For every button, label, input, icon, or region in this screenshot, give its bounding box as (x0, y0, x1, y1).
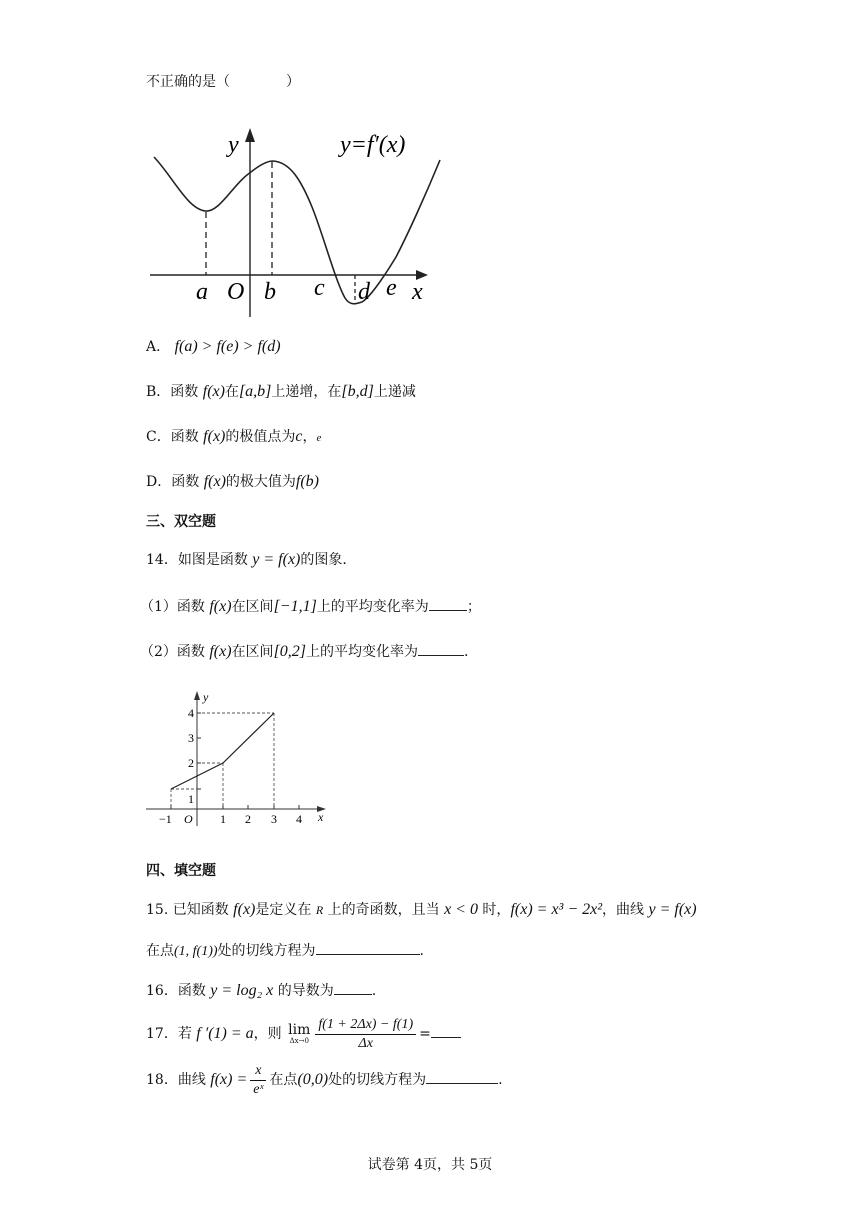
option-b: B．函数 f(x)在[a,b]上递增，在[b,d]上递减 (146, 383, 416, 400)
fig1-point-b: b (264, 279, 276, 305)
fig2-origin: O (184, 812, 193, 826)
answer-blank[interactable] (418, 641, 464, 656)
limit-operator: lim Δx→0 (288, 1021, 311, 1045)
q14-part2: （2）函数 f(x)在区间[0,2]上的平均变化率为 . (140, 643, 469, 660)
answer-blank[interactable] (316, 940, 420, 955)
fig2-y-tick: 2 (188, 756, 194, 770)
page-footer: 试卷第 4页，共 5页 (367, 1157, 493, 1173)
fig1-point-O: O (227, 279, 245, 305)
derivative-graph (148, 122, 448, 327)
fig1-function-label: y=f′(x) (340, 132, 406, 158)
fig1-point-e: e (386, 275, 397, 301)
fig1-point-c: c (314, 275, 325, 301)
answer-blank[interactable] (334, 980, 372, 995)
fig2-y-tick: 3 (188, 731, 194, 745)
answer-blank[interactable] (429, 596, 467, 611)
q14-part1: （1）函数 f(x)在区间[−1,1]上的平均变化率为 ； (140, 598, 481, 615)
option-d: D．函数 f(x)的极大值为f(b) (146, 473, 319, 490)
fig2-x-label: x (318, 810, 324, 824)
function-fraction: $\frac{x}{\text{eˣ}}$ (250, 1062, 266, 1099)
section-heading-4: 四、填空题 (146, 863, 216, 879)
function-graph (146, 686, 336, 834)
q18: 18．曲线 f(x) = $\frac{x}{\text{eˣ}}$ 在点(0,0)处的切线方程为 . (146, 1062, 503, 1097)
fig2-y-tick: 4 (188, 706, 194, 720)
section-heading-3: 三、双空题 (146, 514, 216, 530)
fig2-x-tick: 2 (245, 812, 251, 826)
fig2-x-tick: −1 (159, 812, 172, 826)
fig1-x-label: x (412, 279, 423, 305)
question-continuation: 不正确的是（ ） (146, 74, 300, 90)
fig2-x-tick: 3 (271, 812, 277, 826)
fig2-y-tick: 1 (188, 792, 194, 806)
fig2-x-tick: 4 (296, 812, 302, 826)
q17: 17．若 f ′(1) = a，则 lim Δx→0 $\frac{f(1 + 2\Delta x) - f(1)}{\Delta x}$ = (146, 1014, 461, 1054)
fig2-y-label: y (203, 690, 209, 704)
answer-blank[interactable] (431, 1023, 461, 1038)
q15-line1: 15. 已知函数 f(x)是定义在 R 上的奇函数，且当 x < 0 时，f(x) = x³ − 2x²，曲线 y = f(x) (146, 901, 697, 918)
limit-fraction: $\frac{f(1 + 2\Delta x) - f(1)}{\Delta x}$ (315, 1016, 416, 1053)
fig2-x-tick: 1 (220, 812, 226, 826)
q14-stem: 14．如图是函数 y = f(x)的图象. (146, 551, 347, 568)
fig1-point-d: d (358, 279, 370, 305)
answer-blank[interactable] (426, 1069, 498, 1084)
option-a: A． f(a) > f(e) > f(d) (146, 338, 281, 355)
q16: 16．函数 y = log₂ x 的导数为 . (146, 982, 377, 999)
graph-line (171, 713, 274, 789)
option-c: C．函数 f(x)的极值点为c，e (146, 428, 322, 445)
fig1-y-label: y (228, 132, 239, 158)
q15-line2: 在点(1, f(1))处的切线方程为 . (146, 940, 424, 962)
fig1-point-a: a (196, 279, 208, 305)
